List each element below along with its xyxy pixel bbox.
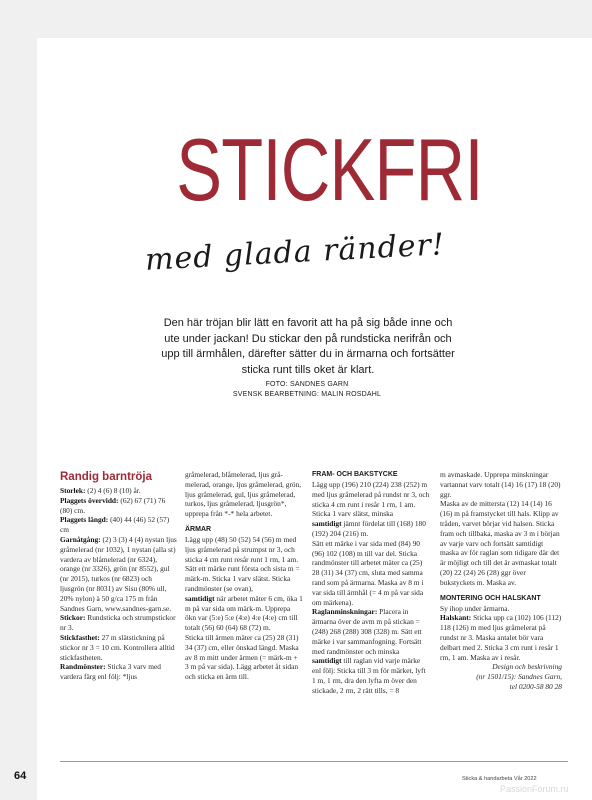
instruction-paragraph [60,633,178,662]
instruction-paragraph [60,486,178,496]
pattern-columns [60,470,565,770]
raglan-continued: m avmaskade. Upprepa minskningar vartannat varv totalt (14) 16 (17) 18 (20) ggr. [440,470,561,499]
page-title: STICKFRI [176,120,483,219]
instruction-label: Halskant: [440,613,472,623]
publication-name: Sticka & handarbeta Vår 2022 [462,776,537,782]
instruction-paragraph [312,480,430,519]
handwritten-subtitle: med glada ränder! [144,227,446,278]
instruction-paragraph [185,535,303,594]
column-3 [312,470,430,696]
instruction-text: Sätt ett märke i var sida med (84) 90 (96) 102 (108) m till var del. Sticka randmönster till arbetet mäter ca (25) 28 (31) 34 (37) cm, sluta med samma rand som på ärmarna. Maska av 8 m i var sida till ärmhål (= 4 m på var sida om märkena). [312,538,424,607]
sleeves-instructions [185,535,303,682]
instruction-paragraph [60,496,178,516]
instruction-text: (40) 44 (46) 52 (57) cm [60,515,170,535]
instruction-paragraph [312,607,430,656]
column-1 [60,470,178,682]
photo-credit: FOTO: SANDNES GARN [265,381,349,388]
designer-credit [440,662,562,691]
instruction-label: Plaggets övervidd: [60,495,119,505]
footer-divider [60,761,568,762]
instruction-text: Sy ihop under ärmarna. [440,603,510,613]
instruction-text: jämnt fördelat till (168) 180 (192) 204 (216) m. [312,519,426,538]
designer-line-3: tel 0200-58 80 28 [509,681,562,691]
designer-line-1: Design och beskrivning [492,662,562,672]
instruction-paragraph [185,633,303,682]
instruction-text: Rundsticka och strumpstickor nr 3. [60,613,176,633]
instruction-label: Randmönster: [60,662,106,672]
instruction-paragraph [440,604,562,614]
instruction-label: Stickor: [60,613,86,623]
page-number: 64 [14,770,27,782]
instruction-paragraph [185,594,303,633]
instruction-paragraph [312,539,430,608]
instruction-text: Lägg upp (196) 210 (224) 238 (252) m med ljus gråmelerad på rundst nr 3, och sticka 4 cm runt i resår 1 rm, 1 am. Sticka 1 varv slätst, minska [312,480,430,519]
body-instructions [312,480,430,696]
instruction-paragraph [60,662,178,682]
adaptation-credit: SVENSK BEARBETNING: MALIN ROSDAHL [232,391,382,398]
instruction-text: när arbetet mäter 6 cm, öka 1 m på var sida om märk-m. Upprepa ökn var (5:e) 5:e (4:e) 4:e (4:e) cm till totalt (56) 60 (64) 68 (72) m. [185,593,303,633]
instruction-paragraph [60,515,178,535]
instruction-label: Raglanminskningar: [312,607,378,617]
instruction-paragraph [440,613,562,662]
instruction-label: samtidigt [185,593,215,603]
stripe-pattern-continued: gråmelerad, blåmelerad, ljus gråmelerad, orange, ljus gråmelerad, grön, ljus gråmelerad, gul, ljus gråmelerad, turkos, ljus gråmelerad, ljusgrön*, upprepa från *-* hela arbetet. [185,470,302,519]
instruction-text: Sticka 3 varv med vardera färg enl följ: *ljus [60,662,161,682]
instruction-label: Plaggets längd: [60,515,109,525]
pattern-title: Randig barntröja [60,471,153,483]
instruction-label: Stickfasthet: [60,632,100,642]
instruction-text: 27 m slätstickning på stickor nr 3 = 10 cm. Kontrollera alltid stickfastheten. [60,632,175,662]
instruction-text: (62) 67 (71) 76 (80) cm. [60,495,166,515]
instruction-label: Garnåtgång: [60,534,101,544]
finishing-instructions [440,604,562,663]
designer-line-2: (nr 1501/15): Sandnes Garn, [476,672,562,682]
section-heading-finishing: MONTERING OCH HALSKANT [440,594,541,602]
instruction-text: Placera in ärmarna över de avm m på stickan = (248) 268 (288) 308 (328) m. Sätt ett märke i var sammanfogning. Fortsätt med randmönster och minska [312,607,422,656]
watermark-text: PassionForum.ru [500,784,569,794]
instruction-text: (2) 3 (3) 4 (4) nystan ljus gråmelerad (nr 1032), 1 nystan (alla st) vardera av blåmelerad (nr 6324), orange (nr 3326), grön (nr 8552), gul (nr 2015), turkos (nr 6823) och ljusgrön (nr 8031) av Sisu (80% ull, 20% nylon) à 50 g/ca 175 m från Sandnes Garn, www.sandnes-garn.se. [60,534,177,613]
spec-list [60,486,178,682]
column-4 [440,470,562,692]
intro-paragraph: Den här tröjan blir lätt en favorit att ha på sig både inne och ute under jackan! Du stickar den på rundsticka nerifrån och upp till ärmhålen, därefter sätter du in ärmarna och fortsätter sticka runt tills oket är klart. [161,317,455,376]
column-2 [185,470,303,682]
instruction-label: Storlek: [60,486,86,495]
credits [178,380,436,400]
instruction-paragraph [60,613,178,633]
instruction-text: Sticka upp ca (102) 106 (112) 118 (126) m med ljus gråmelerat på rundst nr 3. Maska antalet bör vara delbart med 2. Sticka 3 cm runt i resår 1 rm, 1 am. Maska av i resår. [440,613,562,662]
instruction-label: samtidigt [312,656,342,666]
instruction-label: samtidigt [312,519,342,529]
instruction-text: till raglan vid varje märke enl följ: Sticka till 3 m för märket, lyft 1 m, 1 rm, dra den lyfta m över den stickade, 2 rm, 2 rätt tills, = 8 [312,656,426,695]
instruction-paragraph [60,535,178,613]
instruction-text: (2) 4 (6) 8 (10) år. [85,486,141,495]
instruction-paragraph [312,519,430,539]
instruction-text: Lägg upp (48) 50 (52) 54 (56) m med ljus gråmelerad på strumpst nr 3, och sticka 4 cm runt resår runt 1 rm, 1 am. Sätt ett märke runt första och sista m = märk-m. Sticka 1 varv slätst. Sticka randmönster (se ovan), [185,534,300,593]
neck-instructions: Maska av de mittersta (12) 14 (14) 16 (16) m på framstycket till hals. Klipp av tråden, varvet börjar vid halsen. Sticka fram och tillbaka, maska av 3 m i början av varje varv och fortsätt samtidigt maska av för raglan som tidigare där det är möjligt och till det är avmaskat totalt (20) 22 (24) 26 (28) ggr över bukstyckets m. Maska av. [440,499,560,587]
instruction-text: Sticka till ärmen mäter ca (25) 28 (31) 34 (37) cm, eller önskad längd. Maska av 8 m mitt under ärmen (= märk-m + 3 m på var sida). Lägg arbetet åt sidan och sticka en ärm till. [185,632,299,682]
section-heading-body: FRAM- OCH BAKSTYCKE [312,471,398,478]
section-heading-sleeves: ÄRMAR [185,525,212,533]
instruction-paragraph [312,656,430,695]
